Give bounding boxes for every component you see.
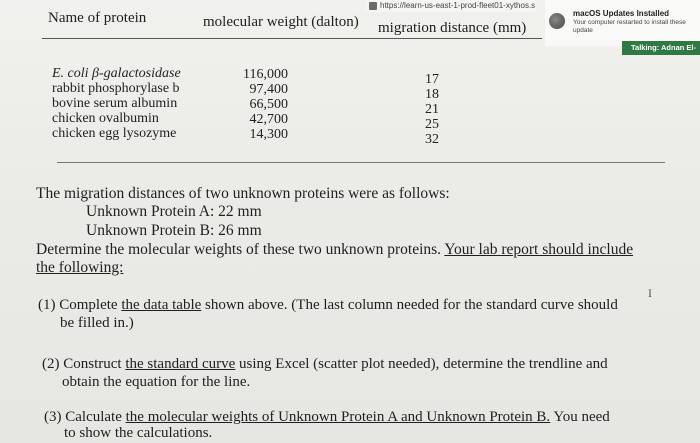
gear-icon xyxy=(549,13,565,29)
table-cell-dist: 25 xyxy=(425,117,439,132)
header-migration-distance: migration distance (mm) xyxy=(378,20,527,36)
unknown-b-text: Unknown Protein B: 26 mm xyxy=(86,222,262,239)
header-divider xyxy=(42,38,542,39)
header-molecular-weight: molecular weight (dalton) xyxy=(203,14,359,30)
intro-text: The migration distances of two unknown proteins were as follows: xyxy=(36,185,450,202)
item-1-text: (1) Complete the data table shown above. (The last column needed for the standard curve should xyxy=(38,297,618,313)
url-text: https://learn-us-east-1-prod-fleet01-xythos.s xyxy=(380,1,536,10)
determine-text: Determine the molecular weights of these two unknown proteins. Your lab report should include xyxy=(36,241,634,258)
lock-icon xyxy=(369,2,377,10)
header-name: Name of protein xyxy=(48,10,147,26)
table-cell-mw: 14,300 xyxy=(249,127,288,142)
notification-banner[interactable] xyxy=(545,0,700,46)
table-cell-name: chicken ovalbumin xyxy=(52,111,159,126)
item-3-line2: to show the calculations. xyxy=(64,425,213,441)
table-cell-mw: 97,400 xyxy=(249,82,288,97)
notification-message: Your computer restarted to install these update xyxy=(573,19,686,34)
column-names xyxy=(52,66,181,141)
table-cell-dist: 21 xyxy=(425,102,439,117)
table-cell-mw: 116,000 xyxy=(243,67,288,82)
text-cursor-icon: I xyxy=(648,286,652,300)
table-cell-dist: 18 xyxy=(425,87,439,102)
item-2-line2: obtain the equation for the line. xyxy=(62,374,251,390)
following-text: the following: xyxy=(36,259,124,276)
url-bar[interactable] xyxy=(366,0,536,12)
table-cell-mw: 66,500 xyxy=(249,97,288,112)
item-3-text: (3) Calculate the molecular weights of Unknown Protein A and Unknown Protein B. You need xyxy=(44,409,610,425)
table-cell-name: rabbit phosphorylase b xyxy=(52,81,180,96)
table-cell-dist: 32 xyxy=(425,132,439,147)
unknown-a-text: Unknown Protein A: 22 mm xyxy=(86,203,262,220)
table-bottom-rule xyxy=(57,162,665,163)
notification-title: macOS Updates Installed xyxy=(573,9,670,18)
column-weights xyxy=(232,67,288,142)
talking-badge[interactable]: Talking: Adnan El- xyxy=(622,41,700,55)
table-cell-dist: 17 xyxy=(425,72,439,87)
table-cell-name: chicken egg lysozyme xyxy=(52,126,177,141)
table-cell-mw: 42,700 xyxy=(249,112,288,127)
item-1-line2: be filled in.) xyxy=(60,315,134,331)
table-cell-name: E. coli β-galactosidase xyxy=(52,66,181,81)
item-2-text: (2) Construct the standard curve using Excel (scatter plot needed), determine the trendline and xyxy=(42,356,608,372)
column-distances xyxy=(417,72,447,147)
table-cell-name: bovine serum albumin xyxy=(52,96,178,111)
